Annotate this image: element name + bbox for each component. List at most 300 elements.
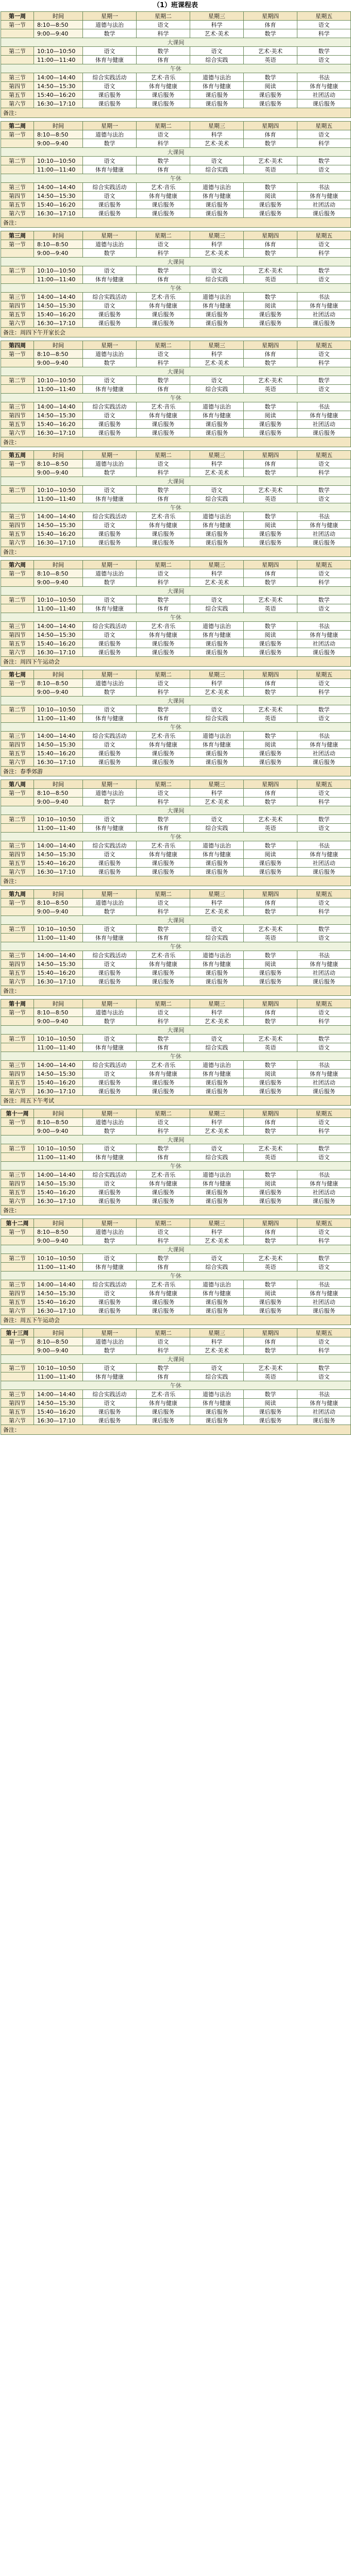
- period-time: 9:00—9:40: [34, 249, 83, 258]
- assembly-break: 大课间: [1, 258, 351, 266]
- subject-cell: 综合实践: [190, 604, 244, 613]
- week-label: 第五周: [1, 451, 34, 460]
- subject-cell: 体育: [137, 604, 190, 613]
- subject-cell: 体育: [244, 1337, 297, 1346]
- subject-cell: 艺术·美术: [244, 157, 297, 165]
- subject-cell: 道德与法治: [83, 1228, 137, 1236]
- subject-cell: 阅读: [244, 192, 297, 200]
- subject-cell: 综合实践活动: [83, 951, 137, 960]
- subject-cell: 课后服务: [190, 1087, 244, 1096]
- subject-cell: 课后服务: [190, 1298, 244, 1307]
- subject-cell: 课后服务: [83, 420, 137, 429]
- period-time: 11:00—11:40: [34, 56, 83, 64]
- period-row: [1, 350, 351, 359]
- subject-cell: 数学: [244, 841, 297, 850]
- subject-cell: 课后服务: [137, 319, 190, 328]
- period-label: 第三节: [1, 1061, 34, 1070]
- day-header: 星期二: [137, 561, 190, 569]
- period-time: 16:30—17:10: [34, 209, 83, 218]
- subject-cell: 科学: [190, 240, 244, 249]
- period-row: [1, 1307, 351, 1315]
- subject-cell: 体育: [137, 1372, 190, 1381]
- period-time: 15:40—16:20: [34, 1298, 83, 1307]
- subject-cell: 体育与健康: [137, 631, 190, 639]
- subject-cell: 社团活动: [297, 969, 351, 977]
- subject-cell: 科学: [297, 249, 351, 258]
- subject-cell: 语文: [190, 1144, 244, 1153]
- period-time: 10:10—10:50: [34, 1254, 83, 1263]
- subject-cell: 语文: [83, 411, 137, 420]
- subject-cell: 艺术·音乐: [137, 1171, 190, 1179]
- subject-cell: 道德与法治: [190, 841, 244, 850]
- period-label: [1, 824, 34, 833]
- subject-cell: 体育与健康: [297, 192, 351, 200]
- subject-cell: 综合实践: [190, 1372, 244, 1381]
- subject-cell: 体育与健康: [83, 934, 137, 942]
- noon-break: 午休: [1, 1272, 351, 1280]
- subject-cell: 语文: [297, 1153, 351, 1162]
- week-table: [1, 450, 351, 557]
- period-row: [1, 99, 351, 108]
- subject-cell: 综合实践活动: [83, 1280, 137, 1289]
- period-time: 16:30—17:10: [34, 1197, 83, 1206]
- period-label: [1, 578, 34, 587]
- period-label: [1, 165, 34, 174]
- period-time: 8:10—8:50: [34, 1008, 83, 1017]
- subject-cell: 体育: [137, 824, 190, 833]
- subject-cell: 语文: [83, 631, 137, 639]
- period-row: [1, 850, 351, 859]
- subject-cell: 数学: [244, 1236, 297, 1245]
- subject-cell: 体育与健康: [83, 824, 137, 833]
- period-row: [1, 977, 351, 986]
- period-time: 15:40—16:20: [34, 749, 83, 758]
- subject-cell: 体育与健康: [83, 495, 137, 503]
- subject-cell: 语文: [297, 240, 351, 249]
- period-time: 10:10—10:50: [34, 1035, 83, 1043]
- subject-cell: 课后服务: [137, 91, 190, 99]
- subject-cell: 体育与健康: [297, 1399, 351, 1408]
- subject-cell: 体育与健康: [190, 960, 244, 969]
- subject-cell: 体育与健康: [137, 192, 190, 200]
- subject-cell: 课后服务: [244, 1197, 297, 1206]
- day-header: 星期五: [297, 12, 351, 21]
- subject-cell: 科学: [297, 1346, 351, 1355]
- day-header: 星期二: [137, 12, 190, 21]
- period-time: 14:00—14:40: [34, 732, 83, 740]
- subject-cell: 英语: [244, 1153, 297, 1162]
- period-time: 11:00—11:40: [34, 714, 83, 723]
- subject-cell: 数学: [297, 1035, 351, 1043]
- subject-cell: 英语: [244, 824, 297, 833]
- period-row: [1, 1337, 351, 1346]
- period-time: 14:00—14:40: [34, 402, 83, 411]
- subject-cell: 综合实践活动: [83, 1171, 137, 1179]
- period-time: 10:10—10:50: [34, 1364, 83, 1372]
- subject-cell: 数学: [244, 907, 297, 916]
- subject-cell: 科学: [297, 1236, 351, 1245]
- subject-cell: 体育与健康: [190, 301, 244, 310]
- subject-cell: 数学: [244, 293, 297, 301]
- subject-cell: 语文: [83, 486, 137, 495]
- period-label: 第六节: [1, 319, 34, 328]
- subject-cell: 数学: [83, 798, 137, 806]
- period-time: 14:50—15:30: [34, 192, 83, 200]
- period-label: [1, 1043, 34, 1052]
- subject-cell: 数学: [297, 157, 351, 165]
- period-row: [1, 359, 351, 367]
- period-row: [1, 1408, 351, 1416]
- subject-cell: 体育与健康: [83, 714, 137, 723]
- period-label: 第五节: [1, 749, 34, 758]
- period-label: [1, 495, 34, 503]
- period-row: [1, 1346, 351, 1355]
- assembly-break: 大课间: [1, 1136, 351, 1144]
- subject-cell: 课后服务: [83, 1416, 137, 1425]
- subject-cell: 课后服务: [190, 538, 244, 547]
- subject-cell: 科学: [190, 789, 244, 798]
- period-label: [1, 1346, 34, 1355]
- subject-cell: 语文: [83, 1070, 137, 1078]
- period-label: 第二节: [1, 596, 34, 604]
- assembly-break: 大课间: [1, 367, 351, 376]
- subject-cell: 语文: [190, 157, 244, 165]
- subject-cell: 书法: [297, 183, 351, 192]
- subject-cell: 数学: [244, 1390, 297, 1399]
- subject-cell: 课后服务: [137, 99, 190, 108]
- period-row: [1, 411, 351, 420]
- subject-cell: 体育与健康: [190, 631, 244, 639]
- subject-cell: 语文: [297, 385, 351, 394]
- subject-cell: 数学: [83, 578, 137, 587]
- period-label: 第五节: [1, 91, 34, 99]
- subject-cell: 课后服务: [190, 1078, 244, 1087]
- day-header: 星期四: [244, 890, 297, 899]
- day-header: 星期五: [297, 1109, 351, 1118]
- subject-cell: 课后服务: [244, 200, 297, 209]
- period-label: 第三节: [1, 841, 34, 850]
- subject-cell: 数学: [137, 486, 190, 495]
- subject-cell: 体育与健康: [83, 56, 137, 64]
- subject-cell: 体育与健康: [83, 165, 137, 174]
- period-label: 第二节: [1, 157, 34, 165]
- period-row: [1, 1144, 351, 1153]
- subject-cell: 体育与健康: [190, 740, 244, 749]
- subject-cell: 艺术·美术: [244, 1144, 297, 1153]
- day-header: 星期三: [190, 561, 244, 569]
- subject-cell: 课后服务: [83, 1408, 137, 1416]
- period-label: 第五节: [1, 200, 34, 209]
- period-row: [1, 934, 351, 942]
- subject-cell: 体育与健康: [190, 850, 244, 859]
- subject-cell: 课后服务: [244, 1408, 297, 1416]
- period-time: 10:10—10:50: [34, 815, 83, 824]
- week-note: 备注：: [1, 547, 351, 557]
- period-row: [1, 73, 351, 82]
- subject-cell: 科学: [137, 468, 190, 477]
- period-label: 第二节: [1, 1035, 34, 1043]
- subject-cell: 数学: [297, 1254, 351, 1263]
- period-row: [1, 1280, 351, 1289]
- subject-cell: 艺术·美术: [244, 1254, 297, 1263]
- week-table: [1, 121, 351, 228]
- period-label: 第四节: [1, 631, 34, 639]
- subject-cell: 体育与健康: [137, 1179, 190, 1188]
- week-table: [1, 560, 351, 667]
- subject-cell: 语文: [297, 130, 351, 139]
- period-row: [1, 1289, 351, 1298]
- subject-cell: 数学: [244, 622, 297, 631]
- subject-cell: 语文: [137, 789, 190, 798]
- period-label: [1, 907, 34, 916]
- day-header: 星期五: [297, 122, 351, 130]
- subject-cell: 语文: [83, 521, 137, 530]
- time-header: 时间: [34, 561, 83, 569]
- day-header: 星期二: [137, 341, 190, 350]
- period-label: [1, 1236, 34, 1245]
- day-header: 星期三: [190, 1219, 244, 1228]
- subject-cell: 科学: [137, 907, 190, 916]
- subject-cell: 道德与法治: [83, 789, 137, 798]
- week-note: 备注：: [1, 218, 351, 228]
- period-row: [1, 512, 351, 521]
- period-time: 14:50—15:30: [34, 521, 83, 530]
- subject-cell: 综合实践活动: [83, 183, 137, 192]
- subject-cell: 课后服务: [83, 91, 137, 99]
- period-label: [1, 249, 34, 258]
- assembly-break: 大课间: [1, 1355, 351, 1364]
- subject-cell: 体育与健康: [190, 411, 244, 420]
- period-time: 10:10—10:50: [34, 266, 83, 275]
- subject-cell: 社团活动: [297, 859, 351, 868]
- period-time: 11:00—11:40: [34, 1043, 83, 1052]
- subject-cell: 数学: [244, 951, 297, 960]
- subject-cell: 课后服务: [83, 969, 137, 977]
- period-row: [1, 1390, 351, 1399]
- subject-cell: 道德与法治: [190, 1061, 244, 1070]
- week-label: 第六周: [1, 561, 34, 569]
- week-table: [1, 1328, 351, 1435]
- subject-cell: 体育: [244, 21, 297, 29]
- week-note: 备注：: [1, 1425, 351, 1435]
- subject-cell: 道德与法治: [190, 402, 244, 411]
- subject-cell: 课后服务: [137, 200, 190, 209]
- subject-cell: 体育: [244, 460, 297, 468]
- period-row: [1, 596, 351, 604]
- period-label: [1, 714, 34, 723]
- period-time: 14:00—14:40: [34, 841, 83, 850]
- subject-cell: 课后服务: [244, 977, 297, 986]
- subject-cell: 数学: [244, 732, 297, 740]
- subject-cell: 语文: [83, 301, 137, 310]
- subject-cell: 体育: [244, 569, 297, 578]
- subject-cell: 体育: [137, 165, 190, 174]
- day-header: 星期二: [137, 999, 190, 1008]
- subject-cell: 课后服务: [244, 1416, 297, 1425]
- subject-cell: 书法: [297, 841, 351, 850]
- week-label: 第七周: [1, 670, 34, 679]
- period-time: 15:40—16:20: [34, 859, 83, 868]
- period-row: [1, 749, 351, 758]
- period-row: [1, 402, 351, 411]
- week-table: [1, 999, 351, 1106]
- subject-cell: 数学: [137, 925, 190, 934]
- subject-cell: 语文: [297, 1043, 351, 1052]
- subject-cell: 课后服务: [83, 868, 137, 876]
- period-label: 第一节: [1, 460, 34, 468]
- subject-cell: 英语: [244, 495, 297, 503]
- period-row: [1, 29, 351, 38]
- subject-cell: 艺术·美术: [190, 139, 244, 148]
- day-header: 星期五: [297, 780, 351, 789]
- subject-cell: 课后服务: [190, 1188, 244, 1197]
- week-table: [1, 341, 351, 447]
- subject-cell: 科学: [137, 688, 190, 697]
- subject-cell: 数学: [297, 376, 351, 385]
- period-time: 15:40—16:20: [34, 530, 83, 538]
- subject-cell: 数学: [244, 73, 297, 82]
- week-note: 备注：周五下午考试: [1, 1096, 351, 1106]
- subject-cell: 书法: [297, 73, 351, 82]
- subject-cell: 课后服务: [190, 99, 244, 108]
- period-label: 第四节: [1, 301, 34, 310]
- period-row: [1, 376, 351, 385]
- week-note: 备注：周四下午运动会: [1, 657, 351, 667]
- period-time: 14:50—15:30: [34, 960, 83, 969]
- subject-cell: 课后服务: [137, 969, 190, 977]
- subject-cell: 综合实践活动: [83, 1390, 137, 1399]
- subject-cell: 英语: [244, 385, 297, 394]
- subject-cell: 英语: [244, 604, 297, 613]
- subject-cell: 体育与健康: [190, 1179, 244, 1188]
- subject-cell: 课后服务: [137, 310, 190, 319]
- subject-cell: 课后服务: [190, 758, 244, 767]
- subject-cell: 数学: [137, 376, 190, 385]
- period-row: [1, 815, 351, 824]
- subject-cell: 课后服务: [244, 639, 297, 648]
- day-header: 星期三: [190, 122, 244, 130]
- subject-cell: 数学: [83, 29, 137, 38]
- subject-cell: 书法: [297, 1390, 351, 1399]
- period-time: 14:50—15:30: [34, 631, 83, 639]
- subject-cell: 体育与健康: [297, 740, 351, 749]
- period-time: 11:00—11:40: [34, 1153, 83, 1162]
- subject-cell: 语文: [297, 56, 351, 64]
- subject-cell: 体育与健康: [297, 1179, 351, 1188]
- subject-cell: 语文: [83, 157, 137, 165]
- period-time: 14:00—14:40: [34, 293, 83, 301]
- subject-cell: 语文: [83, 1035, 137, 1043]
- period-row: [1, 82, 351, 91]
- subject-cell: 科学: [190, 1228, 244, 1236]
- period-time: 10:10—10:50: [34, 925, 83, 934]
- period-row: [1, 925, 351, 934]
- subject-cell: 课后服务: [190, 200, 244, 209]
- period-time: 15:40—16:20: [34, 420, 83, 429]
- period-time: 8:10—8:50: [34, 679, 83, 688]
- period-time: 8:10—8:50: [34, 1228, 83, 1236]
- subject-cell: 阅读: [244, 411, 297, 420]
- subject-cell: 课后服务: [244, 420, 297, 429]
- subject-cell: 数学: [297, 925, 351, 934]
- period-label: 第一节: [1, 1337, 34, 1346]
- subject-cell: 艺术·美术: [190, 359, 244, 367]
- subject-cell: 阅读: [244, 1289, 297, 1298]
- time-header: 时间: [34, 780, 83, 789]
- noon-break: 午休: [1, 613, 351, 622]
- assembly-break: 大课间: [1, 806, 351, 815]
- subject-cell: 课后服务: [244, 1298, 297, 1307]
- subject-cell: 艺术·美术: [190, 1017, 244, 1026]
- subject-cell: 语文: [190, 376, 244, 385]
- period-row: [1, 740, 351, 749]
- day-header: 星期一: [83, 670, 137, 679]
- day-header: 星期四: [244, 341, 297, 350]
- subject-cell: 体育与健康: [83, 1263, 137, 1272]
- period-time: 15:40—16:20: [34, 310, 83, 319]
- subject-cell: 语文: [137, 1118, 190, 1127]
- week-note: 备注：春季郊游: [1, 767, 351, 776]
- period-label: [1, 1263, 34, 1272]
- subject-cell: 道德与法治: [83, 21, 137, 29]
- assembly-break: 大课间: [1, 1245, 351, 1254]
- subject-cell: 课后服务: [137, 1197, 190, 1206]
- subject-cell: 语文: [297, 165, 351, 174]
- day-header: 星期五: [297, 561, 351, 569]
- period-time: 15:40—16:20: [34, 1408, 83, 1416]
- day-header: 星期三: [190, 670, 244, 679]
- period-time: 16:30—17:10: [34, 758, 83, 767]
- period-label: 第二节: [1, 1144, 34, 1153]
- subject-cell: 英语: [244, 275, 297, 284]
- subject-cell: 数学: [244, 1061, 297, 1070]
- period-label: [1, 604, 34, 613]
- week-table: [1, 889, 351, 996]
- subject-cell: 语文: [137, 899, 190, 907]
- period-row: [1, 622, 351, 631]
- subject-cell: 课后服务: [190, 1307, 244, 1315]
- period-row: [1, 1179, 351, 1188]
- subject-cell: 艺术·美术: [244, 596, 297, 604]
- period-time: 14:50—15:30: [34, 740, 83, 749]
- day-header: 星期三: [190, 231, 244, 240]
- period-label: 第二节: [1, 376, 34, 385]
- period-time: 10:10—10:50: [34, 157, 83, 165]
- week-note: 备注：: [1, 986, 351, 996]
- week-label: 第四周: [1, 341, 34, 350]
- subject-cell: 艺术·音乐: [137, 732, 190, 740]
- period-row: [1, 460, 351, 468]
- period-row: [1, 200, 351, 209]
- period-time: 9:00—9:40: [34, 907, 83, 916]
- day-header: 星期五: [297, 670, 351, 679]
- period-time: 8:10—8:50: [34, 350, 83, 359]
- period-label: 第一节: [1, 350, 34, 359]
- subject-cell: 综合实践活动: [83, 293, 137, 301]
- subject-cell: 体育与健康: [137, 82, 190, 91]
- subject-cell: 课后服务: [137, 749, 190, 758]
- period-row: [1, 1364, 351, 1372]
- subject-cell: 语文: [297, 789, 351, 798]
- subject-cell: 课后服务: [137, 648, 190, 657]
- subject-cell: 语文: [137, 1228, 190, 1236]
- subject-cell: 数学: [137, 1254, 190, 1263]
- period-time: 9:00—9:40: [34, 798, 83, 806]
- period-time: 16:30—17:10: [34, 429, 83, 437]
- period-time: 14:50—15:30: [34, 82, 83, 91]
- subject-cell: 语文: [83, 82, 137, 91]
- period-row: [1, 266, 351, 275]
